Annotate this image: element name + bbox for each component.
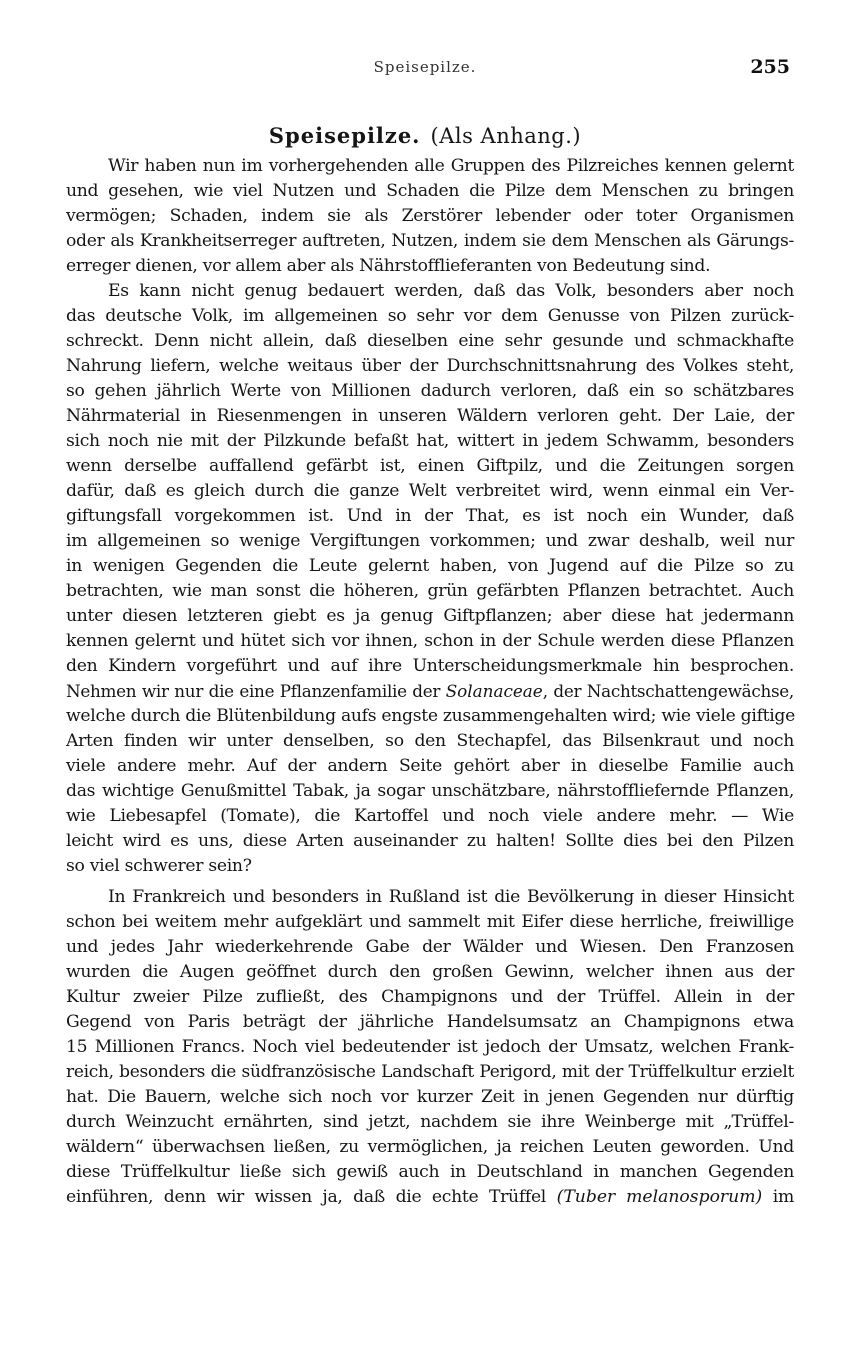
text-line: hat. Die Bauern, welche sich noch vor kurzer Zeit in jenen Gegenden nur dürftig [66, 1087, 794, 1107]
text-line: wenn derselbe auffallend gefärbt ist, einen Giftpilz, und die Zeitungen sorgen [66, 456, 794, 476]
text-line: vermögen; Schaden, indem sie als Zerstörer lebender oder toter Organismen [66, 206, 794, 226]
text-line: schon bei weitem mehr aufgeklärt und sammelt mit Eifer diese herrliche, freiwillige [66, 912, 794, 932]
section-heading [0, 122, 850, 150]
text-line: reich, besonders die südfranzösische Landschaft Perigord, mit der Trüffelkultur erzielt [66, 1062, 794, 1082]
running-head [0, 58, 850, 82]
text-line: das deutsche Volk, im allgemeinen so sehr vor dem Genusse von Pilzen zurück- [66, 306, 794, 326]
text-line: viele andere mehr. Auf der andern Seite gehört aber in dieselbe Familie auch [66, 756, 794, 776]
text-line: leicht wird es uns, diese Arten auseinander zu halten! Sollte dies bei den Pilzen [66, 831, 794, 851]
section-subtitle: (Als Anhang.) [430, 124, 582, 148]
text-line: das wichtige Genußmittel Tabak, ja sogar unschätzbare, nährstoffliefernde Pflanzen, [66, 781, 794, 801]
text-line: durch Weinzucht ernährten, sind jetzt, nachdem sie ihre Weinberge mit „Trüffel- [66, 1112, 794, 1132]
text-line: schreckt. Denn nicht allein, daß dieselben eine sehr gesunde und schmackhafte [66, 331, 794, 351]
text-line-solanaceae [66, 679, 794, 704]
text-line: den Kindern vorgeführt und auf ihre Unterscheidungsmerkmale hin besprochen. [66, 656, 794, 676]
text-line: Kultur zweier Pilze zufließt, des Champignons und der Trüffel. Allein in der [66, 987, 794, 1007]
text-line: giftungsfall vorgekommen ist. Und in der That, es ist noch ein Wunder, daß [66, 506, 794, 526]
text-line: Nährmaterial in Riesenmengen in unseren Wäldern verloren geht. Der Laie, der [66, 406, 794, 426]
running-title: Speisepilze. [373, 58, 477, 76]
line-text: Nehmen wir nur die eine Pflanzenfamilie der [66, 681, 441, 701]
text-line: so gehen jährlich Werte von Millionen dadurch verloren, daß ein so schätzbares [66, 381, 794, 401]
section-title: Speisepilze. [268, 123, 421, 148]
text-line: Es kann nicht genug bedauert werden, daß das Volk, besonders aber noch [108, 281, 794, 301]
latin-term-tuber: (Tuber melanosporum) [556, 1187, 763, 1207]
latin-term-solanaceae: Solanaceae [445, 681, 543, 701]
text-line: welche durch die Blütenbildung aufs engste zusammengehalten wird; wie viele giftige [66, 706, 796, 726]
text-line-tuber [66, 1185, 794, 1210]
text-line: Nahrung liefern, welche weitaus über der Durchschnittsnahrung des Volkes steht, [66, 356, 794, 376]
body-text [66, 154, 794, 1210]
line-text: einführen, denn wir wissen ja, daß die echte Trüffel [66, 1187, 547, 1207]
page-number: 255 [750, 56, 790, 78]
text-line: betrachten, wie man sonst die höheren, grün gefärbten Pflanzen betrachtet. Auch [66, 581, 794, 601]
text-line: wäldern“ überwachsen ließen, zu vermöglichen, ja reichen Leuten geworden. Und [66, 1137, 794, 1157]
text-line: wie Liebesapfel (Tomate), die Kartoffel und noch viele andere mehr. — Wie [66, 806, 794, 826]
text-line: und gesehen, wie viel Nutzen und Schaden die Pilze dem Menschen zu bringen [66, 181, 794, 201]
text-line: in wenigen Gegenden die Leute gelernt haben, von Jugend auf die Pilze so zu [66, 556, 794, 576]
text-line: Gegend von Paris beträgt der jährliche Handelsumsatz an Champignons etwa [66, 1012, 794, 1032]
text-line: und jedes Jahr wiederkehrende Gabe der Wälder und Wiesen. Den Franzosen [66, 937, 794, 957]
text-line: im allgemeinen so wenige Vergiftungen vorkommen; und zwar deshalb, weil nur [66, 531, 794, 551]
text-line: wurden die Augen geöffnet durch den großen Gewinn, welcher ihnen aus der [66, 962, 794, 982]
text-line: diese Trüffelkultur ließe sich gewiß auch in Deutschland in manchen Gegenden [66, 1162, 794, 1182]
line-text-tail: , der Nachtschattengewächse, [542, 681, 794, 701]
text-line: oder als Krankheitserreger auftreten, Nutzen, indem sie dem Menschen als Gärungs- [66, 231, 794, 251]
text-line: In Frankreich und besonders in Rußland ist die Bevölkerung in dieser Hinsicht [108, 887, 794, 907]
text-line: 15 Millionen Francs. Noch viel bedeutender ist jedoch der Umsatz, welchen Frank- [66, 1037, 794, 1057]
text-line: dafür, daß es gleich durch die ganze Welt verbreitet wird, wenn einmal ein Ver- [66, 481, 794, 501]
line-text-tail: im [762, 1187, 795, 1207]
text-line: erreger dienen, vor allem aber als Nährstofflieferanten von Bedeutung sind. [66, 256, 711, 276]
text-line: sich noch nie mit der Pilzkunde befaßt hat, wittert in jedem Schwamm, besonders [66, 431, 794, 451]
text-line: kennen gelernt und hütet sich vor ihnen, schon in der Schule werden diese Pflanzen [66, 631, 794, 651]
text-line: Arten finden wir unter denselben, so den Stechapfel, das Bilsenkraut und noch [66, 731, 794, 751]
text-line: Wir haben nun im vorhergehenden alle Gruppen des Pilzreiches kennen gelernt [108, 156, 794, 176]
text-line: unter diesen letzteren giebt es ja genug Giftpflanzen; aber diese hat jedermann [66, 606, 794, 626]
text-line: so viel schwerer sein? [66, 856, 252, 876]
